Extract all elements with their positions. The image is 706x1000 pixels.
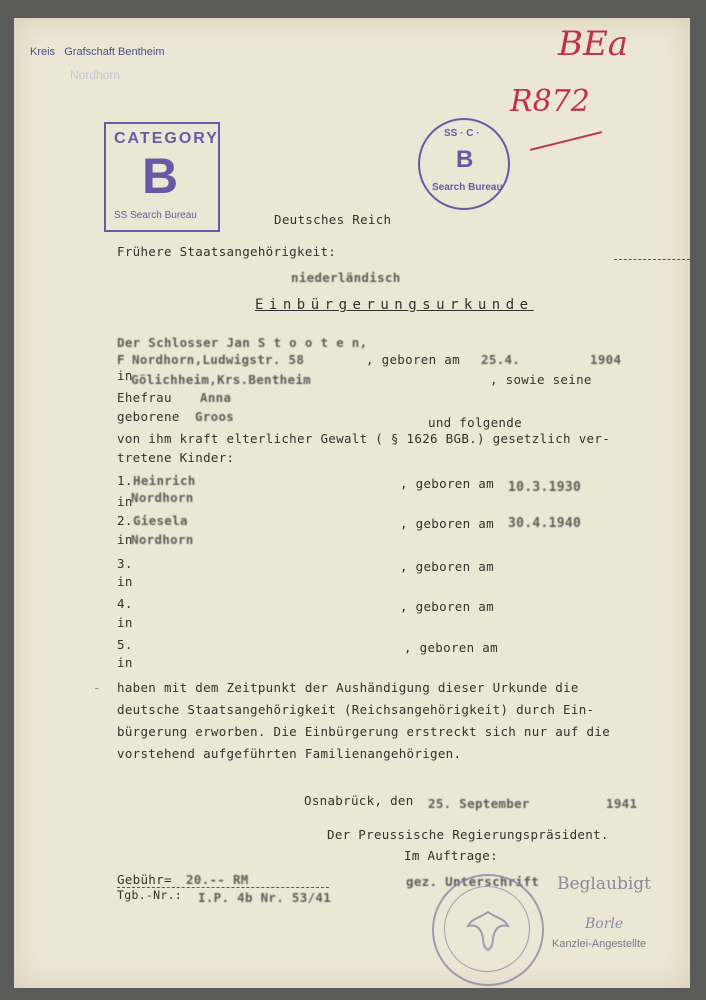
issue-date: 25. September bbox=[428, 796, 530, 811]
authority-line2: Im Auftrage: bbox=[404, 848, 498, 863]
round-stamp-bottom: Search Bureau bbox=[432, 182, 503, 193]
person-address: Nordhorn,Ludwigstr. 58 bbox=[132, 352, 305, 367]
margin-dash bbox=[614, 259, 690, 260]
red-underline bbox=[530, 131, 602, 151]
former-citizenship-label: Frühere Staatsangehörigkeit: bbox=[117, 244, 337, 259]
child-4-no: 4. bbox=[117, 596, 133, 611]
person-line1: Der Schlosser Jan S t o o t e n, bbox=[117, 335, 368, 350]
wife-maiden-name: Groos bbox=[195, 409, 235, 424]
child-4-born-label: , geboren am bbox=[400, 599, 494, 614]
legal-line2: tretene Kinder: bbox=[117, 450, 235, 465]
category-stamp-title: CATEGORY bbox=[114, 130, 219, 147]
category-stamp bbox=[104, 122, 220, 232]
child-1-no: 1. bbox=[117, 473, 133, 488]
child-4-in-label: in bbox=[117, 615, 133, 630]
eagle-emblem-icon bbox=[462, 904, 514, 956]
certification-signature: Borle bbox=[585, 916, 624, 932]
child-1-in-label: in bbox=[117, 494, 133, 509]
wife-name: Anna bbox=[200, 390, 232, 405]
category-stamp-letter: B bbox=[142, 148, 179, 204]
place-label: Osnabrück, den bbox=[304, 793, 414, 808]
child-5-in-label: in bbox=[117, 655, 133, 670]
child-3-born-label: , geboren am bbox=[400, 559, 494, 574]
certification-stamp: Beglaubigt bbox=[557, 874, 651, 894]
margin-dash-mark: - bbox=[93, 680, 101, 695]
child-2-place: Nordhorn bbox=[131, 532, 194, 547]
child-1-date: 10.3.1930 bbox=[508, 480, 582, 495]
person-wife-suffix: , sowie seine bbox=[490, 372, 592, 387]
document-title: Einbürgerungsurkunde bbox=[255, 297, 534, 313]
letterhead-district: Kreis bbox=[30, 46, 56, 58]
child-2-born-label: , geboren am bbox=[400, 516, 494, 531]
body-line-3: bürgerung erworben. Die Einbürgerung erstreckt sich nur auf die bbox=[117, 724, 611, 739]
legal-line1: von ihm kraft elterlicher Gewalt ( § 1626 BGB.) gesetzlich ver- bbox=[117, 431, 611, 446]
signature-note: gez. Unterschrift bbox=[406, 874, 540, 889]
child-1-born-label: , geboren am bbox=[400, 476, 494, 491]
red-annotation-ref: R872 bbox=[510, 84, 590, 119]
fee-label: Gebühr= bbox=[117, 872, 172, 887]
child-2-name: Giesela bbox=[133, 513, 188, 528]
child-2-in-label: in bbox=[117, 532, 133, 547]
official-seal-stamp bbox=[432, 874, 544, 986]
state-header: Deutsches Reich bbox=[274, 212, 392, 227]
person-in-label: in bbox=[117, 368, 133, 383]
letterhead-county: Grafschaft Bentheim bbox=[64, 46, 165, 58]
letterhead bbox=[30, 46, 165, 58]
wife-label: Ehefrau bbox=[117, 390, 172, 405]
issue-year: 1941 bbox=[606, 796, 638, 811]
person-line2-prefix: F bbox=[117, 352, 125, 367]
certification-title: Kanzlei-Angestellte bbox=[552, 938, 647, 950]
person-birth-day: 25.4. bbox=[481, 352, 521, 367]
child-3-no: 3. bbox=[117, 556, 133, 571]
child-3-in-label: in bbox=[117, 574, 133, 589]
ref-value: I.P. 4b Nr. 53/41 bbox=[198, 890, 332, 905]
child-2-no: 2. bbox=[117, 513, 133, 528]
search-bureau-stamp bbox=[418, 118, 510, 210]
body-line-1: haben mit dem Zeitpunkt der Aushändigung dieser Urkunde die bbox=[117, 680, 579, 695]
round-stamp-top: SS · C · bbox=[444, 128, 480, 139]
authority-line1: Der Preussische Regierungspräsident. bbox=[327, 827, 609, 842]
document-page bbox=[14, 18, 690, 988]
child-1-place: Nordhorn bbox=[131, 490, 194, 505]
letterhead-faded-town: Nordhorn bbox=[70, 68, 121, 82]
person-birth-year: 1904 bbox=[590, 352, 622, 367]
category-stamp-footer: SS Search Bureau bbox=[114, 210, 197, 221]
round-stamp-center: B bbox=[456, 146, 474, 173]
ref-label: Tgb.-Nr.: bbox=[117, 888, 183, 902]
person-born-label: , geboren am bbox=[366, 352, 460, 367]
child-5-born-label: , geboren am bbox=[404, 640, 498, 655]
former-citizenship-value: niederländisch bbox=[291, 270, 401, 285]
child-1-name: Heinrich bbox=[133, 473, 196, 488]
and-following: und folgende bbox=[428, 415, 522, 430]
person-birthplace: Gölichheim,Krs.Bentheim bbox=[131, 372, 311, 387]
body-line-4: vorstehend aufgeführten Familienangehörigen. bbox=[117, 746, 462, 761]
fee-value: 20.-- RM bbox=[186, 872, 249, 887]
body-line-2: deutsche Staatsangehörigkeit (Reichsangehörigkeit) durch Ein- bbox=[117, 702, 595, 717]
child-5-no: 5. bbox=[117, 637, 133, 652]
red-annotation-top: BEa bbox=[558, 24, 629, 64]
child-2-date: 30.4.1940 bbox=[508, 516, 582, 531]
nee-label: geborene bbox=[117, 409, 180, 424]
